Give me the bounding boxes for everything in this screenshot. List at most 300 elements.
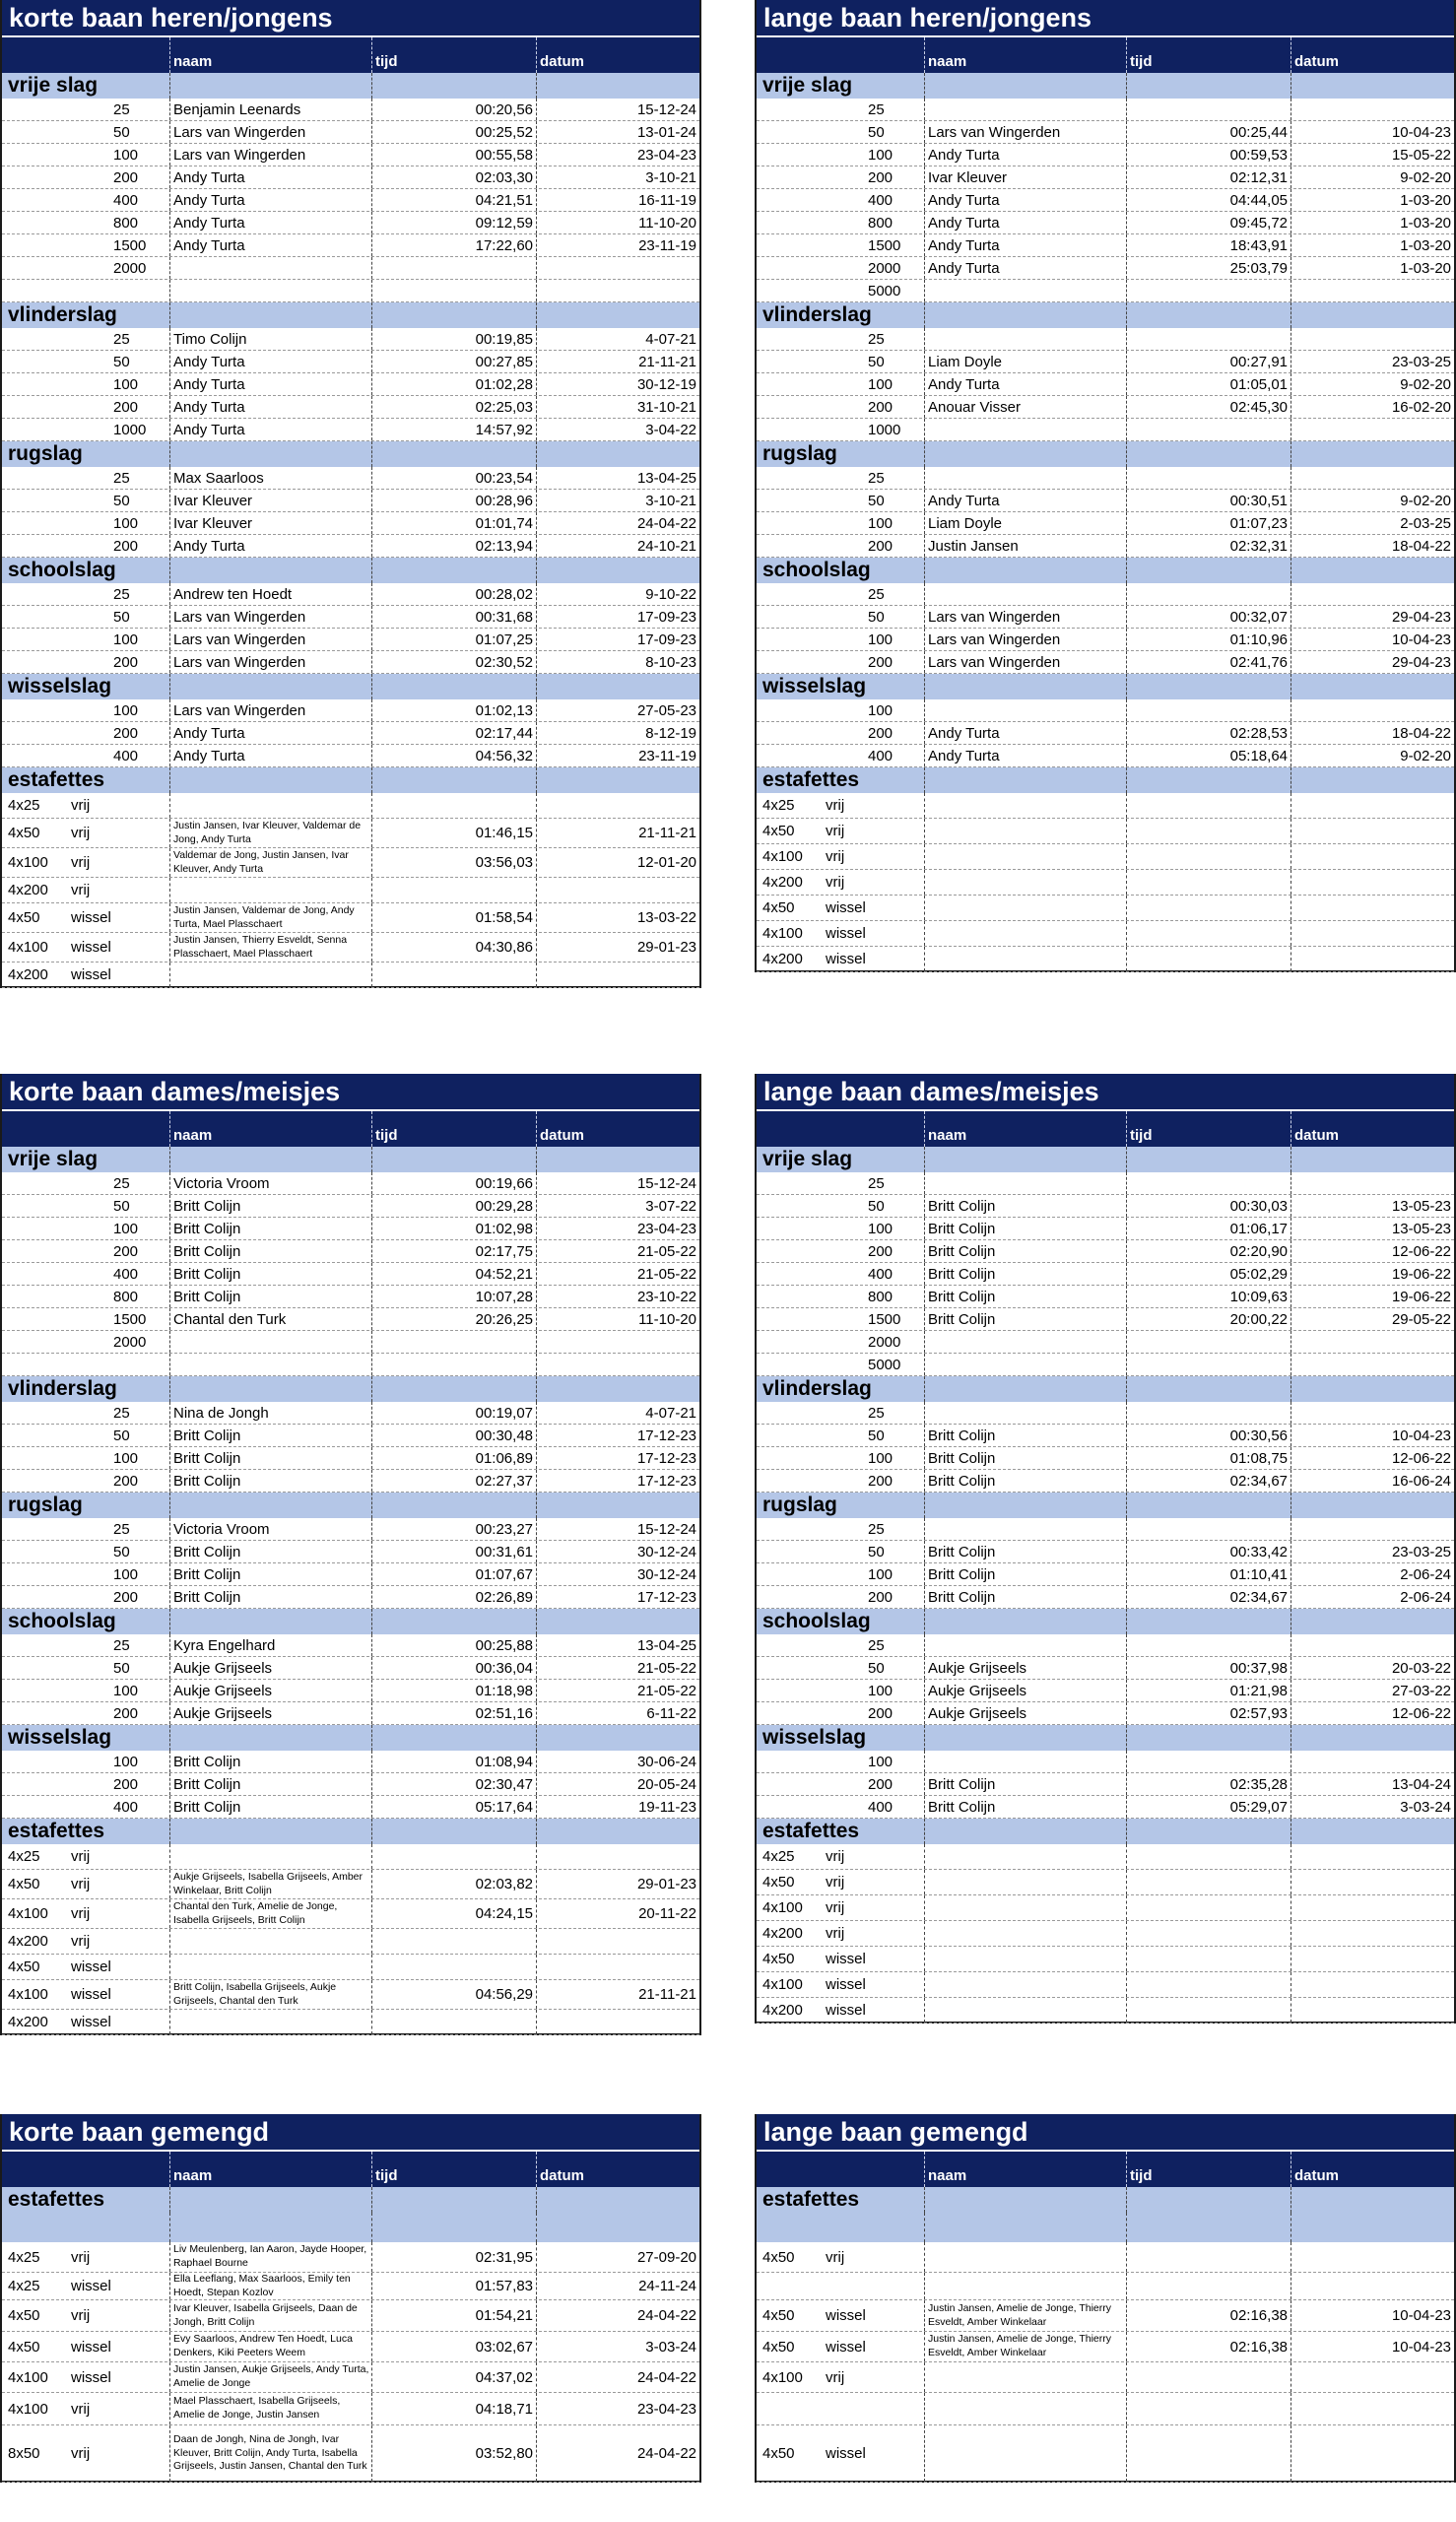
section-fill [1291,674,1454,699]
record-row [757,1773,1454,1796]
record-time: 00:30,56 [1126,1425,1291,1446]
header-date: datum [1291,1111,1454,1147]
relay-swimmers: Justin Jansen, Thierry Esveldt, Senna Plasschaert, Mael Plasschaert [169,933,371,962]
relay-row [2,819,699,848]
distance: 800 [113,1288,139,1305]
relay-stroke: vrij [826,2248,845,2266]
section-label: wisselslag [762,1726,867,1749]
record-date: 23-04-23 [536,1218,699,1239]
record-time: 00:19,07 [371,1402,536,1424]
record-time [1126,583,1291,605]
relay-distance: 4x50 [762,1951,795,1967]
distance: 5000 [868,282,901,299]
record-time [1126,328,1291,350]
record-date: 10-04-23 [1291,2300,1454,2331]
section-fill [1291,1493,1454,1518]
relay-swimmers [924,2425,1126,2482]
record-time [1126,467,1291,489]
relay-cell [2,2393,169,2424]
record-date: 29-04-23 [1291,606,1454,628]
record-time: 02:28,53 [1126,722,1291,744]
swimmer-name: Andy Turta [169,351,371,372]
swimmer-name: Andy Turta [924,234,1126,256]
record-row [2,1586,699,1609]
record-date: 9-02-20 [1291,745,1454,766]
distance: 50 [113,608,130,626]
relay-distance: 4x50 [8,825,40,841]
record-date: 23-10-22 [536,1286,699,1307]
record-time: 00:27,85 [371,351,536,372]
record-date: 30-12-24 [536,1563,699,1585]
section-header [757,674,1454,699]
swimmer-name: Britt Colijn [924,1425,1126,1446]
record-date [1291,2393,1454,2424]
record-row [2,280,699,302]
record-row [757,512,1454,535]
record-date [1291,1921,1454,1946]
record-row [757,212,1454,234]
header-blank [757,2152,924,2187]
record-time: 01:08,94 [371,1751,536,1772]
section-fill [169,558,371,583]
relay-row [2,1955,699,1980]
distance: 25 [868,330,885,348]
record-row [757,1286,1454,1308]
record-time [1126,844,1291,869]
relay-row [757,1895,1454,1921]
distance: 25 [868,469,885,487]
section-fill [371,767,536,793]
distance: 25 [113,1636,130,1654]
section-fill [1126,558,1291,583]
section-fill [371,1147,536,1172]
relay-swimmers [924,1947,1126,1971]
distance: 100 [113,1449,139,1467]
record-row [757,1402,1454,1425]
record-time: 02:25,03 [371,396,536,418]
record-time [1126,921,1291,946]
section-fill [1126,1819,1291,1844]
column-header-row [757,2152,1454,2187]
record-time: 20:26,25 [371,1308,536,1330]
record-date: 23-03-25 [1291,1541,1454,1562]
header-name: naam [924,37,1126,73]
record-time: 04:37,02 [371,2362,536,2392]
section-label: estafettes [762,1820,860,1842]
record-time: 02:45,30 [1126,396,1291,418]
swimmer-name [924,1518,1126,1540]
swimmer-name: Britt Colijn [169,1263,371,1285]
record-time: 02:32,31 [1126,535,1291,557]
record-row [2,234,699,257]
record-row [2,1263,699,1286]
swimmer-name: Timo Colijn [169,328,371,350]
record-date: 2-06-24 [1291,1563,1454,1585]
record-date: 21-05-22 [536,1240,699,1262]
relay-row [757,793,1454,819]
relay-cell [2,793,169,818]
distance: 50 [113,1659,130,1677]
record-date: 27-09-20 [536,2242,699,2272]
record-time: 00:23,27 [371,1518,536,1540]
record-date: 15-05-22 [1291,144,1454,166]
relay-stroke: vrij [71,797,91,814]
relay-swimmers [924,1921,1126,1946]
record-time: 00:30,51 [1126,490,1291,511]
record-date: 11-10-20 [536,1308,699,1330]
relay-distance: 4x25 [8,1848,40,1865]
distance: 50 [113,353,130,370]
distance: 50 [868,1197,885,1215]
swimmer-name: Andy Turta [924,212,1126,233]
record-date: 8-10-23 [536,651,699,673]
section-fill [169,1725,371,1751]
distance: 200 [868,537,893,555]
record-date: 21-05-22 [536,1657,699,1679]
record-date [1291,328,1454,350]
swimmer-name: Andy Turta [924,144,1126,166]
record-time [1126,1331,1291,1353]
swimmer-name: Andy Turta [924,373,1126,395]
swimmer-name [924,1354,1126,1375]
relay-distance: 4x50 [8,1958,40,1975]
header-time: tijd [1126,37,1291,73]
section-header [757,441,1454,467]
section-header [757,73,1454,99]
record-date: 24-11-24 [536,2273,699,2299]
record-date [1291,699,1454,721]
relay-cell [2,1980,169,2009]
record-row [757,722,1454,745]
section-label: vlinderslag [762,1377,872,1400]
record-time: 25:03,79 [1126,257,1291,279]
swimmer-name: Andy Turta [169,722,371,744]
distance: 100 [868,1449,893,1467]
relay-cell [757,1947,924,1971]
relay-stroke: vrij [826,1899,845,1916]
record-date [1291,99,1454,120]
relay-row [757,844,1454,870]
swimmer-name: Britt Colijn [169,1751,371,1772]
section-fill [924,73,1126,99]
section-label: vlinderslag [8,1377,117,1400]
record-time: 01:07,23 [1126,512,1291,534]
record-row [757,99,1454,121]
section-spacer [757,2213,1454,2242]
section-fill [924,1609,1126,1634]
record-time [371,2010,536,2034]
record-time: 02:35,28 [1126,1773,1291,1795]
relay-cell [2,2332,169,2361]
record-time [1126,2242,1291,2272]
record-date [1291,1402,1454,1424]
record-row [757,1702,1454,1725]
record-date: 13-04-24 [1291,1773,1454,1795]
section-label: vrije slag [762,74,853,97]
relay-stroke: wissel [71,939,111,956]
relay-stroke: wissel [826,2002,866,2019]
relay-row [2,1899,699,1929]
record-row [2,467,699,490]
distance: 100 [113,630,139,648]
record-date: 17-12-23 [536,1425,699,1446]
relay-swimmers [924,1998,1126,2023]
relay-distance: 4x100 [8,2400,48,2418]
relay-distance: 4x50 [8,2338,40,2356]
record-date [1291,1354,1454,1375]
record-date: 17-09-23 [536,606,699,628]
section-label: rugslag [8,442,83,465]
record-date: 13-05-23 [1291,1195,1454,1217]
section-label: rugslag [762,442,837,465]
distance: 25 [868,1404,885,1422]
record-date: 13-04-25 [536,1634,699,1656]
record-time [1126,1870,1291,1894]
distance: 400 [113,1265,139,1283]
relay-swimmers [924,870,1126,895]
distance: 100 [868,146,893,164]
record-time [1126,2273,1291,2299]
record-time: 00:19,66 [371,1172,536,1194]
distance: 50 [113,1197,130,1215]
relay-row [2,1980,699,2010]
section-fill [536,2187,699,2213]
record-date: 10-04-23 [1291,121,1454,143]
record-time: 00:25,88 [371,1634,536,1656]
swimmer-name: Britt Colijn [924,1773,1126,1795]
record-date [1291,467,1454,489]
record-row [2,1796,699,1819]
relay-swimmers [169,793,371,818]
distance: 200 [113,1242,139,1260]
record-time [371,257,536,279]
header-blank [2,2152,169,2187]
record-date: 29-05-22 [1291,1308,1454,1330]
record-date: 24-04-22 [536,512,699,534]
section-spacer [2,2213,699,2242]
swimmer-name: Aukje Grijseels [924,1680,1126,1701]
distance: 50 [113,1543,130,1560]
relay-cell [2,933,169,962]
relay-stroke: vrij [826,848,845,865]
record-time: 14:57,92 [371,419,536,440]
relay-row [757,1870,1454,1895]
distance: 100 [113,146,139,164]
distance: 100 [113,375,139,393]
relay-row [757,1972,1454,1998]
record-time: 02:51,16 [371,1702,536,1724]
header-date: datum [536,1111,699,1147]
relay-stroke: vrij [826,1848,845,1865]
distance: 50 [868,353,885,370]
relay-swimmers: Ella Leeflang, Max Saarloos, Emily ten Hoedt, Stepan Kozlov [169,2273,371,2299]
record-time [1126,699,1291,721]
record-time [1126,1172,1291,1194]
record-time: 04:56,29 [371,1980,536,2009]
record-date: 16-11-19 [536,189,699,211]
swimmer-name: Lars van Wingerden [924,121,1126,143]
distance: 800 [868,1288,893,1305]
distance: 25 [113,330,130,348]
relay-distance: 4x50 [762,2338,795,2356]
record-time: 04:44,05 [1126,189,1291,211]
swimmer-name: Britt Colijn [924,1586,1126,1608]
relay-swimmers [169,1929,371,1954]
section-fill [1291,1819,1454,1844]
record-row [2,1447,699,1470]
record-date: 23-11-19 [536,234,699,256]
relay-stroke: wissel [71,1986,111,2003]
record-row [757,121,1454,144]
section-fill [169,767,371,793]
record-time: 04:18,71 [371,2393,536,2424]
distance: 25 [113,1520,130,1538]
record-time [371,962,536,987]
section-fill [1126,302,1291,328]
relay-cell [757,1998,924,2023]
record-time: 01:18,98 [371,1680,536,1701]
record-time [1126,947,1291,971]
section-fill [371,674,536,699]
swimmer-name [924,1402,1126,1424]
records-table-kbh [0,0,701,988]
relay-distance: 4x100 [762,925,803,942]
relay-row [2,1929,699,1955]
swimmer-name: Britt Colijn [924,1195,1126,1217]
records-table-kbg [0,2114,701,2483]
record-time [371,1929,536,1954]
record-date: 16-02-20 [1291,396,1454,418]
record-date [536,2010,699,2034]
section-label: schoolslag [8,559,116,581]
record-time: 00:20,56 [371,99,536,120]
record-date: 30-06-24 [536,1751,699,1772]
record-date: 19-06-22 [1291,1263,1454,1285]
section-label: wisselslag [8,675,112,697]
record-date: 31-10-21 [536,396,699,418]
distance: 50 [868,1659,885,1677]
swimmer-name: Britt Colijn [169,1563,371,1585]
record-time: 02:13,94 [371,535,536,557]
relay-row [2,2425,699,2483]
relay-cell [757,844,924,869]
record-row [2,166,699,189]
swimmer-name: Andy Turta [169,396,371,418]
record-time: 00:31,61 [371,1541,536,1562]
record-date: 24-04-22 [536,2425,699,2482]
record-row [2,1657,699,1680]
relay-cell [757,2332,924,2361]
section-fill [924,1147,1126,1172]
swimmer-name: Britt Colijn [169,1470,371,1492]
section-fill [169,302,371,328]
record-row [757,699,1454,722]
section-fill [2,2213,169,2242]
section-header [2,302,699,328]
section-fill [371,2187,536,2213]
relay-swimmers: Justin Jansen, Ivar Kleuver, Valdemar de Jong, Andy Turta [169,819,371,847]
section-fill [536,1819,699,1844]
record-date [536,878,699,902]
section-header [757,2187,1454,2213]
relay-distance: 4x25 [762,797,795,814]
record-date: 23-03-25 [1291,351,1454,372]
swimmer-name [169,1354,371,1375]
record-row [2,1518,699,1541]
relay-row [2,878,699,903]
relay-row [2,903,699,933]
relay-cell [757,2242,924,2272]
section-fill [371,73,536,99]
header-blank [2,37,169,73]
record-date [1291,1844,1454,1869]
record-date [1291,2242,1454,2272]
record-date [1291,2425,1454,2482]
relay-cell [2,878,169,902]
record-date: 12-06-22 [1291,1702,1454,1724]
section-fill [1291,2187,1454,2213]
record-time [371,1331,536,1353]
relay-swimmers: Britt Colijn, Isabella Grijseels, Aukje Grijseels, Chantal den Turk [169,1980,371,2009]
record-row [2,328,699,351]
record-row [757,1586,1454,1609]
section-header [757,767,1454,793]
relay-distance: 4x50 [762,1874,795,1891]
record-time: 04:52,21 [371,1263,536,1285]
relay-stroke: vrij [71,1933,91,1950]
record-date [1291,896,1454,920]
distance: 200 [868,653,893,671]
distance: 50 [113,123,130,141]
record-row [757,1308,1454,1331]
record-time: 01:02,98 [371,1218,536,1239]
distance: 25 [113,469,130,487]
section-header [757,1493,1454,1518]
record-date: 8-12-19 [536,722,699,744]
record-date: 21-05-22 [536,1680,699,1701]
swimmer-name: Lars van Wingerden [169,606,371,628]
record-time [1126,99,1291,120]
record-date [536,962,699,987]
header-name: naam [924,1111,1126,1147]
relay-swimmers [924,2393,1126,2424]
header-date: datum [1291,2152,1454,2187]
record-time: 02:34,67 [1126,1586,1291,1608]
swimmer-name: Britt Colijn [169,1586,371,1608]
section-fill [1126,1493,1291,1518]
relay-stroke: vrij [71,2400,91,2418]
section-fill [924,674,1126,699]
relay-row [2,1844,699,1870]
section-fill [169,1609,371,1634]
swimmer-name [924,1634,1126,1656]
relay-row [2,793,699,819]
relay-stroke: vrij [826,797,845,814]
record-date: 10-04-23 [1291,1425,1454,1446]
record-date: 15-12-24 [536,1172,699,1194]
record-row [2,212,699,234]
relay-distance: 4x50 [762,2307,795,2324]
swimmer-name: Lars van Wingerden [169,651,371,673]
section-fill [536,73,699,99]
record-date [1291,280,1454,301]
section-header [2,1725,699,1751]
record-row [2,1240,699,1263]
header-name: naam [169,2152,371,2187]
swimmer-name [924,1751,1126,1772]
relay-cell [757,921,924,946]
record-date: 12-06-22 [1291,1240,1454,1262]
